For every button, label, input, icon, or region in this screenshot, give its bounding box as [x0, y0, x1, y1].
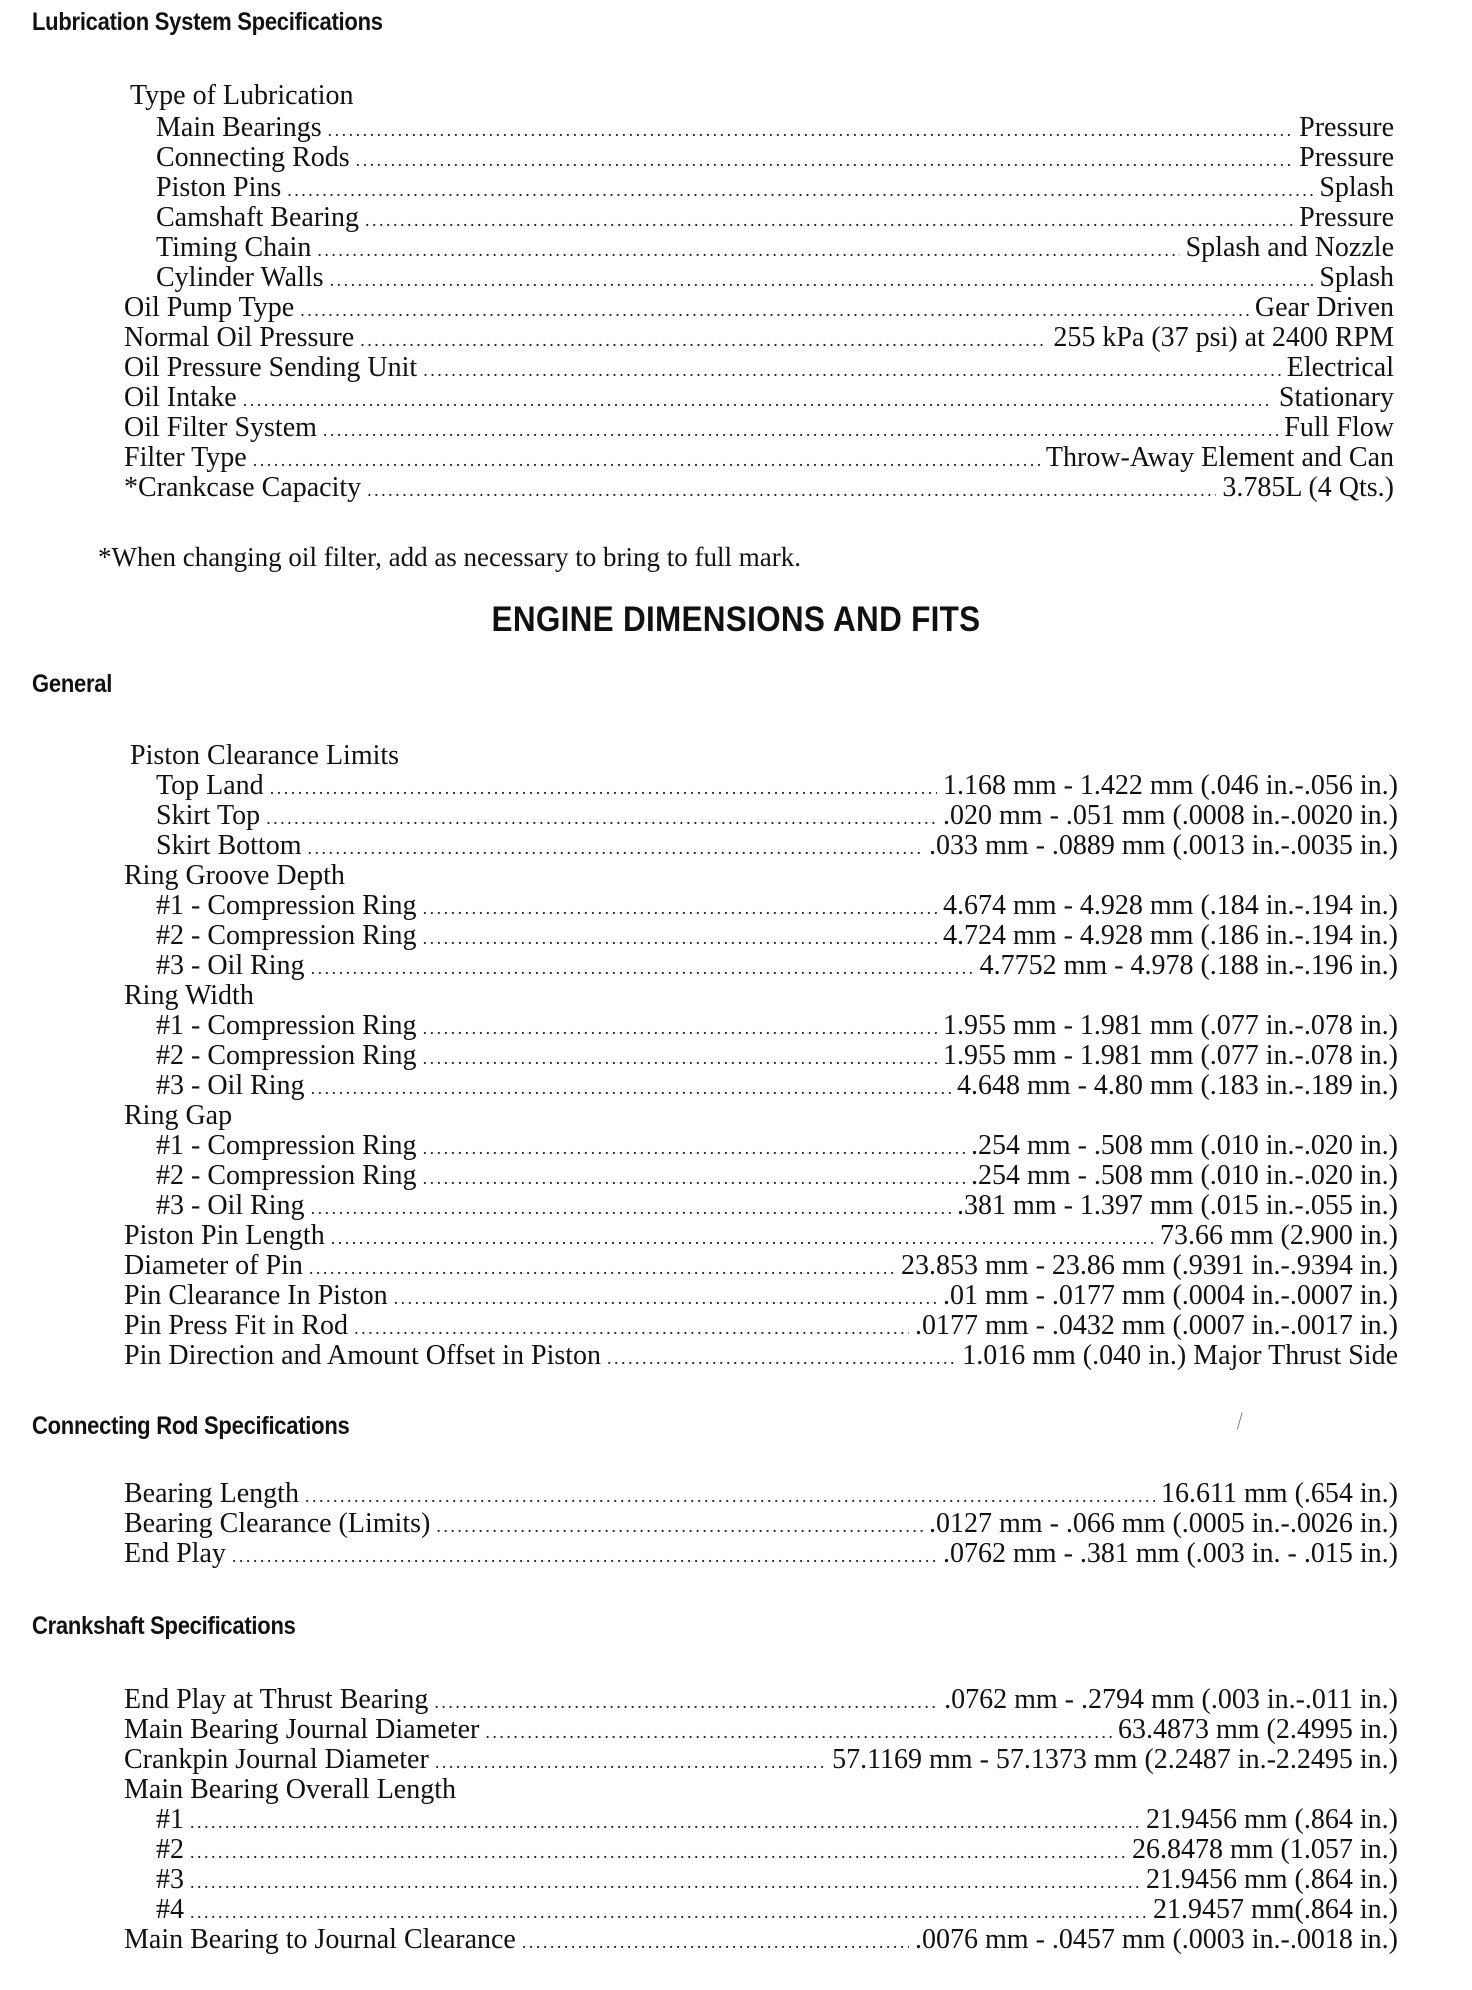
spec-row: Connecting Rods ..... Pressure: [156, 142, 1394, 174]
spec-row: #1 - Compression Ring ..... 4.674 mm - 4.928 mm (.184 in.-.194 in.): [156, 890, 1398, 922]
spec-row: Top Land ..... 1.168 mm - 1.422 mm (.046 in.-.056 in.): [156, 770, 1398, 802]
piston-clearance-label: Piston Clearance Limits: [130, 740, 400, 771]
spec-row: #3 - Oil Ring ..... 4.648 mm - 4.80 mm (.183 in.-.189 in.): [156, 1070, 1398, 1102]
spec-row: *Crankcase Capacity ..... 3.785L (4 Qts.): [124, 472, 1394, 504]
spec-row: #1 - Compression Ring ..... 1.955 mm - 1.981 mm (.077 in.-.078 in.): [156, 1010, 1398, 1042]
footnote: *When changing oil filter, add as necessary to bring to full mark.: [98, 542, 801, 572]
ring-width-label: Ring Width: [124, 980, 254, 1011]
spec-row: End Play at Thrust Bearing ..... .0762 mm - .2794 mm (.003 in.-.011 in.): [124, 1684, 1398, 1716]
spec-row: Main Bearing to Journal Clearance ..... .0076 mm - .0457 mm (.0003 in.-.0018 in.): [124, 1924, 1398, 1956]
spec-row: #1 ..... 21.9456 mm (.864 in.): [156, 1804, 1398, 1836]
spec-row: Pin Direction and Amount Offset in Piston ..... 1.016 mm (.040 in.) Major Thrust Side: [124, 1340, 1398, 1372]
spec-row: #2 - Compression Ring ..... 1.955 mm - 1.981 mm (.077 in.-.078 in.): [156, 1040, 1398, 1072]
spec-row: Diameter of Pin ..... 23.853 mm - 23.86 mm (.9391 in.-.9394 in.): [124, 1250, 1398, 1282]
spec-row: #2 - Compression Ring ..... 4.724 mm - 4.928 mm (.186 in.-.194 in.): [156, 920, 1398, 952]
spec-row: Cylinder Walls ..... Splash: [156, 262, 1394, 294]
spec-row: Piston Pin Length ..... 73.66 mm (2.900 in.): [124, 1220, 1398, 1252]
spec-row: Camshaft Bearing ..... Pressure: [156, 202, 1394, 234]
ring-groove-depth-label: Ring Groove Depth: [124, 860, 345, 891]
ring-gap-label: Ring Gap: [124, 1100, 233, 1131]
spec-row: Bearing Clearance (Limits) ..... .0127 mm - .066 mm (.0005 in.-.0026 in.): [124, 1508, 1398, 1540]
page-title: ENGINE DIMENSIONS AND FITS: [491, 600, 981, 639]
spec-row: Timing Chain ..... Splash and Nozzle: [156, 232, 1394, 264]
spec-row: #3 - Oil Ring ..... 4.7752 mm - 4.978 (.188 in.-.196 in.): [156, 950, 1398, 982]
spec-row: Main Bearings ..... Pressure: [156, 112, 1394, 144]
spec-row: Filter Type ..... Throw-Away Element and Can: [124, 442, 1394, 474]
spec-row: Pin Clearance In Piston ..... .01 mm - .0177 mm (.0004 in.-.0007 in.): [124, 1280, 1398, 1312]
spec-row: Oil Pressure Sending Unit ..... Electrical: [124, 352, 1394, 384]
spec-row: End Play ..... .0762 mm - .381 mm (.003 in. - .015 in.): [124, 1538, 1398, 1570]
stray-mark: ⁄: [1233, 1408, 1246, 1433]
spec-row: Piston Pins ..... Splash: [156, 172, 1394, 204]
spec-row: Normal Oil Pressure ..... 255 kPa (37 psi) at 2400 RPM: [124, 322, 1394, 354]
spec-row: #2 - Compression Ring ..... .254 mm - .508 mm (.010 in.-.020 in.): [156, 1160, 1398, 1192]
type-of-lubrication-label: Type of Lubrication: [130, 80, 354, 111]
spec-row: Oil Intake ..... Stationary: [124, 382, 1394, 414]
lubrication-heading: Lubrication System Specifications: [32, 8, 383, 36]
spec-row: #1 - Compression Ring ..... .254 mm - .508 mm (.010 in.-.020 in.): [156, 1130, 1398, 1162]
spec-row: Skirt Bottom ..... .033 mm - .0889 mm (.0013 in.-.0035 in.): [156, 830, 1398, 862]
general-heading: General: [32, 670, 113, 698]
spec-row: Main Bearing Journal Diameter ..... 63.4873 mm (2.4995 in.): [124, 1714, 1398, 1746]
spec-row: Bearing Length ..... 16.611 mm (.654 in.): [124, 1478, 1398, 1510]
spec-row: #3 ..... 21.9456 mm (.864 in.): [156, 1864, 1398, 1896]
spec-row: Oil Pump Type ..... Gear Driven: [124, 292, 1394, 324]
spec-row: #3 - Oil Ring ..... .381 mm - 1.397 mm (.015 in.-.055 in.): [156, 1190, 1398, 1222]
spec-row: Skirt Top ..... .020 mm - .051 mm (.0008 in.-.0020 in.): [156, 800, 1398, 832]
spec-row: Crankpin Journal Diameter ..... 57.1169 mm - 57.1373 mm (2.2487 in.-2.2495 in.): [124, 1744, 1398, 1776]
crankshaft-heading: Crankshaft Specifications: [32, 1612, 296, 1640]
connecting-rod-heading: Connecting Rod Specifications: [32, 1412, 350, 1440]
spec-row: #2 ..... 26.8478 mm (1.057 in.): [156, 1834, 1398, 1866]
spec-row: #4 ..... 21.9457 mm(.864 in.): [156, 1894, 1398, 1926]
spec-row: Oil Filter System ..... Full Flow: [124, 412, 1394, 444]
main-bearing-overall-length-label: Main Bearing Overall Length: [124, 1774, 457, 1805]
spec-row: Pin Press Fit in Rod ..... .0177 mm - .0432 mm (.0007 in.-.0017 in.): [124, 1310, 1398, 1342]
